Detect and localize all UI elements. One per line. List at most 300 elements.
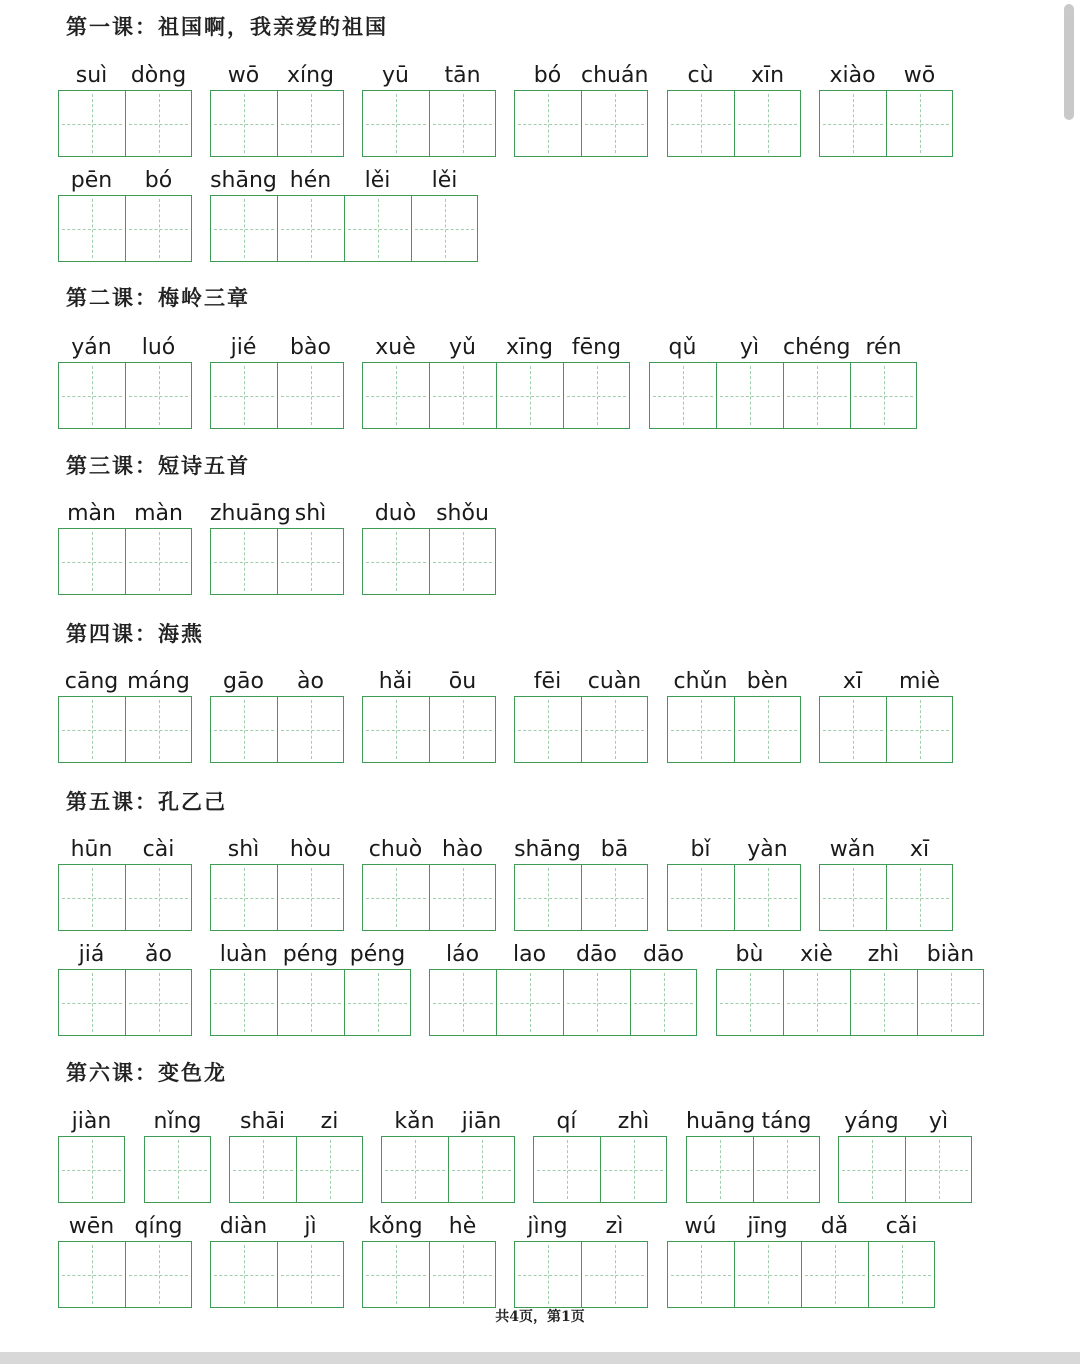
pinyin-label: màn (134, 501, 183, 526)
tianzige-writing-box[interactable] (277, 696, 344, 763)
pinyin-label: ǎo (145, 942, 172, 967)
character-cell (125, 500, 192, 592)
pinyin-label: xíng (286, 63, 335, 88)
character-cell (58, 334, 125, 426)
lesson-title: 第二课：梅岭三章 (66, 285, 250, 310)
tianzige-writing-box[interactable] (125, 969, 192, 1036)
pinyin-label: cù (687, 63, 714, 88)
tianzige-writing-box[interactable] (362, 362, 429, 429)
tianzige-writing-box[interactable] (210, 969, 277, 1036)
tianzige-writing-box[interactable] (277, 1241, 344, 1308)
pinyin-label: xī (842, 669, 863, 694)
tianzige-writing-box[interactable] (753, 1136, 820, 1203)
pinyin-label: xiè (800, 942, 833, 967)
pinyin-label: zi (320, 1109, 339, 1134)
character-cell (277, 334, 344, 426)
character-cell (362, 334, 429, 426)
character-cell (734, 62, 801, 154)
word-group (649, 334, 917, 426)
tianzige-writing-box[interactable] (819, 90, 886, 157)
pinyin-label: jiàn (71, 1109, 112, 1134)
tianzige-writing-box[interactable] (496, 969, 563, 1036)
tianzige-writing-box[interactable] (58, 1241, 125, 1308)
tianzige-writing-box[interactable] (734, 864, 801, 931)
tianzige-writing-box[interactable] (886, 90, 953, 157)
tianzige-writing-box[interactable] (533, 1136, 600, 1203)
character-cell (429, 500, 496, 592)
tianzige-writing-box[interactable] (210, 362, 277, 429)
character-cell (563, 941, 630, 1033)
tianzige-writing-box[interactable] (277, 362, 344, 429)
tianzige-writing-box[interactable] (734, 1241, 801, 1308)
tianzige-writing-box[interactable] (581, 696, 648, 763)
character-cell (58, 1108, 125, 1200)
character-cell (429, 334, 496, 426)
character-cell (581, 668, 648, 760)
word-group (838, 1108, 972, 1200)
word-group (819, 836, 953, 928)
character-cell (514, 668, 581, 760)
pinyin-label: shǒu (436, 501, 489, 526)
pinyin-label: máng (127, 669, 190, 694)
tianzige-writing-box[interactable] (296, 1136, 363, 1203)
tianzige-writing-box[interactable] (210, 90, 277, 157)
pinyin-label: diàn (219, 1214, 268, 1239)
tianzige-writing-box[interactable] (448, 1136, 515, 1203)
character-cell (783, 334, 850, 426)
character-cell (210, 334, 277, 426)
character-cell (448, 1108, 515, 1200)
character-cell (581, 836, 648, 928)
word-group (58, 1213, 192, 1305)
tianzige-writing-box[interactable] (429, 696, 496, 763)
tianzige-writing-box[interactable] (734, 696, 801, 763)
tianzige-writing-box[interactable] (734, 90, 801, 157)
scrollbar-thumb[interactable] (1064, 4, 1074, 120)
character-cell (533, 1108, 600, 1200)
character-cell (667, 668, 734, 760)
pinyin-label: zhì (617, 1109, 650, 1134)
pinyin-label: cài (142, 837, 175, 862)
character-cell (277, 62, 344, 154)
lesson-title: 第四课：海燕 (66, 621, 204, 646)
tianzige-writing-box[interactable] (125, 362, 192, 429)
tianzige-writing-box[interactable] (783, 362, 850, 429)
pinyin-label: shāng (210, 168, 277, 193)
character-cell (229, 1108, 296, 1200)
tianzige-writing-box[interactable] (850, 362, 917, 429)
character-cell (411, 167, 478, 259)
character-cell (429, 62, 496, 154)
tianzige-writing-box[interactable] (277, 969, 344, 1036)
character-cell (429, 668, 496, 760)
tianzige-writing-box[interactable] (667, 90, 734, 157)
word-group (362, 668, 496, 760)
character-cell (667, 1213, 734, 1305)
tianzige-writing-box[interactable] (868, 1241, 935, 1308)
pinyin-label: tān (444, 63, 481, 88)
tianzige-writing-box[interactable] (125, 528, 192, 595)
character-cell (514, 62, 581, 154)
character-cell (277, 941, 344, 1033)
tianzige-writing-box[interactable] (58, 969, 125, 1036)
character-cell (125, 836, 192, 928)
pinyin-label: pēn (70, 168, 113, 193)
lesson-title: 第三课：短诗五首 (66, 453, 250, 478)
tianzige-writing-box[interactable] (514, 1241, 581, 1308)
pinyin-label: jìng (527, 1214, 568, 1239)
pinyin-label: qíng (134, 1214, 183, 1239)
character-cell (362, 1213, 429, 1305)
page-footer: 共4页，第1页 (495, 1309, 585, 1325)
pinyin-label: zhuāng (210, 501, 291, 526)
word-group (58, 941, 192, 1033)
tianzige-writing-box[interactable] (716, 969, 783, 1036)
tianzige-writing-box[interactable] (667, 696, 734, 763)
character-cell (667, 836, 734, 928)
pinyin-label: fēng (571, 335, 622, 360)
pinyin-label: lěi (364, 168, 391, 193)
word-group (514, 836, 648, 928)
character-cell (868, 1213, 935, 1305)
pinyin-label: bó (144, 168, 173, 193)
word-group (58, 334, 192, 426)
word-group (58, 62, 192, 154)
pinyin-label: wǎn (829, 837, 876, 862)
pinyin-label: ào (297, 669, 324, 694)
character-cell (600, 1108, 667, 1200)
tianzige-writing-box[interactable] (563, 362, 630, 429)
tianzige-writing-box[interactable] (581, 90, 648, 157)
word-group (667, 62, 801, 154)
character-cell (210, 62, 277, 154)
word-group (362, 836, 496, 928)
character-cell (58, 668, 125, 760)
word-group (58, 1108, 125, 1200)
tianzige-writing-box[interactable] (667, 1241, 734, 1308)
pinyin-label: bā (600, 837, 629, 862)
character-cell (429, 1213, 496, 1305)
tianzige-writing-box[interactable] (514, 696, 581, 763)
pinyin-label: lěi (431, 168, 458, 193)
word-group (819, 668, 953, 760)
word-group (362, 334, 630, 426)
tianzige-writing-box[interactable] (58, 696, 125, 763)
tianzige-writing-box[interactable] (58, 528, 125, 595)
tianzige-writing-box[interactable] (496, 362, 563, 429)
tianzige-writing-box[interactable] (411, 195, 478, 262)
word-group (210, 62, 344, 154)
tianzige-writing-box[interactable] (563, 969, 630, 1036)
tianzige-writing-box[interactable] (58, 90, 125, 157)
character-cell (850, 941, 917, 1033)
pinyin-label: yán (71, 335, 112, 360)
character-cell (801, 1213, 868, 1305)
pinyin-label: hào (442, 837, 483, 862)
tianzige-writing-box[interactable] (429, 528, 496, 595)
word-group (667, 836, 801, 928)
character-cell (344, 167, 411, 259)
tianzige-writing-box[interactable] (667, 864, 734, 931)
character-cell (210, 836, 277, 928)
pinyin-label: hǎi (378, 669, 413, 694)
tianzige-writing-box[interactable] (277, 528, 344, 595)
character-cell (362, 836, 429, 928)
tianzige-writing-box[interactable] (917, 969, 984, 1036)
character-cell (362, 500, 429, 592)
tianzige-writing-box[interactable] (850, 969, 917, 1036)
word-group (716, 941, 984, 1033)
character-cell (716, 334, 783, 426)
pinyin-label: yì (739, 335, 760, 360)
character-cell (58, 1213, 125, 1305)
character-cell (210, 500, 291, 592)
character-cell (850, 334, 917, 426)
pinyin-label: màn (67, 501, 116, 526)
character-cell (886, 836, 953, 928)
character-cell (277, 500, 344, 592)
pinyin-label: luó (141, 335, 176, 360)
character-cell (429, 941, 496, 1033)
character-cell (905, 1108, 972, 1200)
tianzige-writing-box[interactable] (125, 195, 192, 262)
pinyin-label: zì (605, 1214, 624, 1239)
character-cell (210, 668, 277, 760)
character-cell (277, 167, 344, 259)
tianzige-writing-box[interactable] (838, 1136, 905, 1203)
tianzige-writing-box[interactable] (144, 1136, 211, 1203)
character-cell (277, 836, 344, 928)
character-cell (753, 1108, 820, 1200)
word-group (362, 1213, 496, 1305)
character-cell (886, 62, 953, 154)
character-cell (496, 334, 563, 426)
pinyin-label: luàn (219, 942, 268, 967)
tianzige-writing-box[interactable] (630, 969, 697, 1036)
character-cell (362, 62, 429, 154)
character-cell (296, 1108, 363, 1200)
character-cell (649, 334, 716, 426)
word-group (381, 1108, 515, 1200)
word-group (210, 1213, 344, 1305)
word-group (514, 668, 648, 760)
tianzige-writing-box[interactable] (600, 1136, 667, 1203)
character-cell (58, 836, 125, 928)
tianzige-writing-box[interactable] (344, 195, 411, 262)
tianzige-writing-box[interactable] (277, 195, 344, 262)
pinyin-label: táng (761, 1109, 812, 1134)
tianzige-writing-box[interactable] (649, 362, 716, 429)
pinyin-label: cǎi (885, 1214, 918, 1239)
pinyin-label: shì (294, 501, 327, 526)
character-cell (58, 500, 125, 592)
pinyin-label: xīng (505, 335, 554, 360)
tianzige-writing-box[interactable] (362, 90, 429, 157)
tianzige-writing-box[interactable] (58, 864, 125, 931)
tianzige-writing-box[interactable] (210, 1241, 277, 1308)
character-cell (125, 62, 192, 154)
word-group (58, 500, 192, 592)
pinyin-label: yǔ (449, 335, 476, 360)
word-group (210, 941, 411, 1033)
lesson-title: 第六课：变色龙 (66, 1060, 227, 1085)
pinyin-label: chéng (783, 335, 851, 360)
character-cell (381, 1108, 448, 1200)
character-cell (429, 836, 496, 928)
tianzige-writing-box[interactable] (362, 696, 429, 763)
character-cell (125, 334, 192, 426)
tianzige-writing-box[interactable] (783, 969, 850, 1036)
word-group (229, 1108, 363, 1200)
word-group (514, 62, 648, 154)
tianzige-writing-box[interactable] (210, 864, 277, 931)
tianzige-writing-box[interactable] (381, 1136, 448, 1203)
character-cell (819, 668, 886, 760)
pinyin-label: jiá (78, 942, 105, 967)
scrollbar-track[interactable] (1058, 0, 1080, 1350)
tianzige-writing-box[interactable] (581, 864, 648, 931)
pinyin-label: wō (227, 63, 260, 88)
character-cell (514, 836, 581, 928)
tianzige-writing-box[interactable] (125, 90, 192, 157)
character-cell (125, 668, 192, 760)
tianzige-writing-box[interactable] (429, 864, 496, 931)
character-cell (125, 1213, 192, 1305)
tianzige-writing-box[interactable] (362, 1241, 429, 1308)
pinyin-label: xīn (750, 63, 785, 88)
lesson-title: 第一课：祖国啊，我亲爱的祖国 (66, 14, 388, 39)
tianzige-writing-box[interactable] (210, 696, 277, 763)
pinyin-label: péng (282, 942, 339, 967)
pinyin-label: cuàn (587, 669, 642, 694)
pinyin-label: xī (909, 837, 930, 862)
pinyin-label: biàn (926, 942, 975, 967)
pinyin-label: hòu (289, 837, 332, 862)
tianzige-writing-box[interactable] (125, 1241, 192, 1308)
pinyin-label: suì (75, 63, 108, 88)
pinyin-label: huāng (686, 1109, 756, 1134)
pinyin-label: dāo (576, 942, 617, 967)
pinyin-label: bǐ (690, 837, 711, 862)
character-cell (210, 167, 277, 259)
pinyin-label: gāo (223, 669, 264, 694)
tianzige-writing-box[interactable] (801, 1241, 868, 1308)
tianzige-writing-box[interactable] (905, 1136, 972, 1203)
character-cell (734, 668, 801, 760)
character-cell (277, 668, 344, 760)
pinyin-label: duò (374, 501, 417, 526)
tianzige-writing-box[interactable] (58, 195, 125, 262)
pinyin-label: bù (735, 942, 764, 967)
word-group (210, 668, 344, 760)
character-cell (344, 941, 411, 1033)
pinyin-label: ōu (448, 669, 477, 694)
tianzige-writing-box[interactable] (429, 362, 496, 429)
tianzige-writing-box[interactable] (277, 864, 344, 931)
character-cell (581, 62, 648, 154)
pinyin-label: jīng (747, 1214, 788, 1239)
pinyin-label: shì (227, 837, 260, 862)
pinyin-label: bó (533, 63, 562, 88)
pinyin-label: láo (445, 942, 480, 967)
character-cell (667, 62, 734, 154)
word-group (58, 167, 192, 259)
tianzige-writing-box[interactable] (125, 864, 192, 931)
tianzige-writing-box[interactable] (210, 528, 277, 595)
tianzige-writing-box[interactable] (210, 195, 277, 262)
pinyin-label: yáng (844, 1109, 899, 1134)
tianzige-writing-box[interactable] (514, 90, 581, 157)
pinyin-label: dǎ (820, 1214, 849, 1239)
character-cell (886, 668, 953, 760)
tianzige-writing-box[interactable] (58, 362, 125, 429)
word-group (667, 1213, 935, 1305)
word-group (210, 836, 344, 928)
character-cell (734, 836, 801, 928)
character-cell (819, 62, 886, 154)
pinyin-label: kǒng (368, 1214, 423, 1239)
tianzige-writing-box[interactable] (581, 1241, 648, 1308)
word-group (819, 62, 953, 154)
tianzige-writing-box[interactable] (277, 90, 344, 157)
tianzige-writing-box[interactable] (362, 864, 429, 931)
tianzige-writing-box[interactable] (429, 1241, 496, 1308)
pinyin-label: yū (382, 63, 409, 88)
character-cell (838, 1108, 905, 1200)
pinyin-label: shāng (514, 837, 581, 862)
pinyin-label: shāi (240, 1109, 285, 1134)
tianzige-writing-box[interactable] (886, 696, 953, 763)
tianzige-writing-box[interactable] (58, 1136, 125, 1203)
tianzige-writing-box[interactable] (819, 864, 886, 931)
pinyin-label: qǔ (668, 335, 697, 360)
pinyin-label: yàn (747, 837, 788, 862)
character-cell (362, 668, 429, 760)
character-cell (58, 167, 125, 259)
character-cell (277, 1213, 344, 1305)
word-group (429, 941, 697, 1033)
pinyin-label: hè (448, 1214, 477, 1239)
pinyin-label: lao (512, 942, 547, 967)
pinyin-label: fēi (533, 669, 562, 694)
tianzige-writing-box[interactable] (362, 528, 429, 595)
tianzige-writing-box[interactable] (686, 1136, 753, 1203)
tianzige-writing-box[interactable] (229, 1136, 296, 1203)
tianzige-writing-box[interactable] (514, 864, 581, 931)
tianzige-writing-box[interactable] (125, 696, 192, 763)
tianzige-writing-box[interactable] (819, 696, 886, 763)
pinyin-label: xuè (375, 335, 416, 360)
pinyin-label: rén (865, 335, 902, 360)
tianzige-writing-box[interactable] (429, 969, 496, 1036)
pinyin-label: hūn (70, 837, 113, 862)
pinyin-label: yì (928, 1109, 949, 1134)
word-group (362, 62, 496, 154)
character-cell (783, 941, 850, 1033)
tianzige-writing-box[interactable] (716, 362, 783, 429)
tianzige-writing-box[interactable] (344, 969, 411, 1036)
word-group (210, 167, 478, 259)
character-cell (125, 167, 192, 259)
word-group (533, 1108, 667, 1200)
pinyin-label: zhì (867, 942, 900, 967)
character-cell (514, 1213, 581, 1305)
tianzige-writing-box[interactable] (429, 90, 496, 157)
tianzige-writing-box[interactable] (886, 864, 953, 931)
character-cell (819, 836, 886, 928)
character-cell (496, 941, 563, 1033)
pinyin-label: dāo (643, 942, 684, 967)
